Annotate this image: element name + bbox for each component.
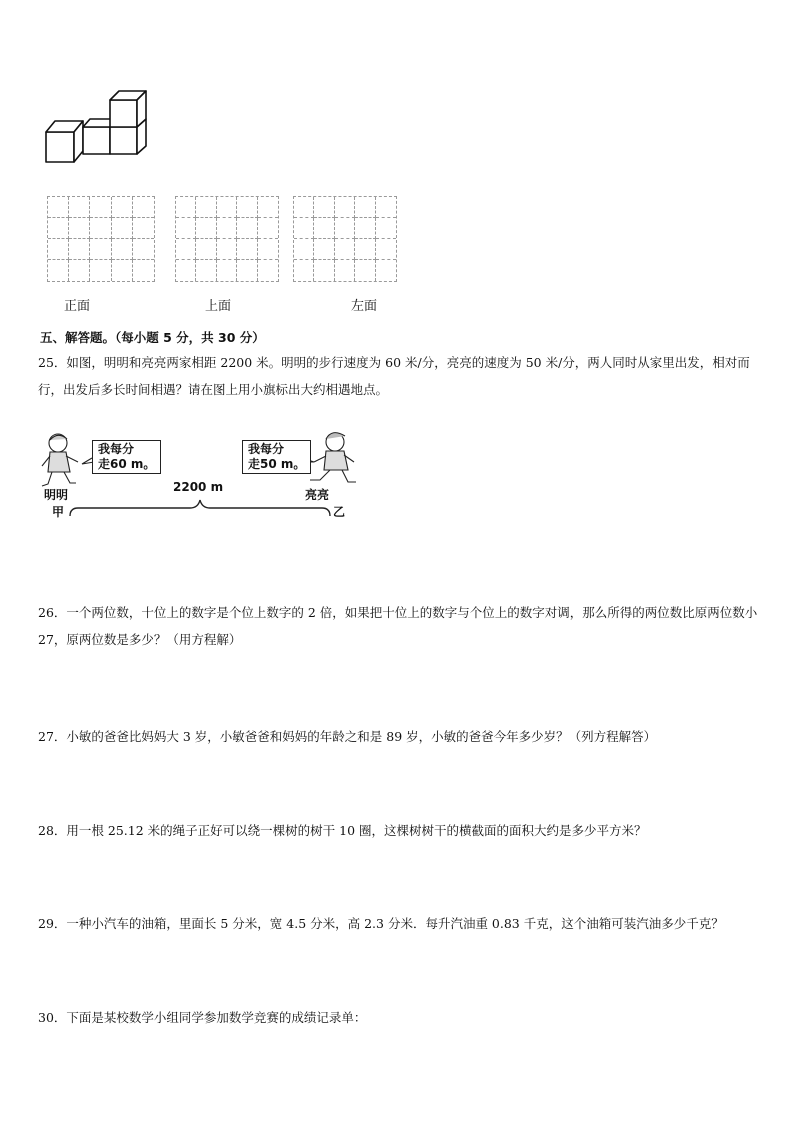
point-a-label: 甲 [52, 505, 65, 519]
speech-bubble-mingming [92, 440, 161, 474]
point-b-label: 乙 [333, 505, 346, 519]
distance-brace [70, 500, 330, 516]
walking-child-right-icon [310, 433, 356, 482]
question-30: 30．下面是某校数学小组同学参加数学竞赛的成绩记录单： [38, 1010, 367, 1025]
front-view-label: 正面 [64, 299, 91, 314]
name-liangliang: 亮亮 [305, 488, 330, 502]
bubble-liangliang-line2: 走50 m。 [248, 457, 306, 471]
grid-left-view [293, 196, 397, 282]
walking-child-left-icon [42, 434, 78, 486]
name-mingming: 明明 [44, 488, 69, 502]
distance-label: 2200 m [173, 480, 224, 494]
grid-top-view [175, 196, 279, 282]
bubble-liangliang-line1: 我每分 [248, 442, 285, 456]
speech-bubble-liangliang [242, 440, 311, 474]
grid-front-view [47, 196, 155, 282]
meeting-drawing [40, 428, 360, 523]
bubble-mingming-line1: 我每分 [98, 442, 135, 456]
question-27: 27．小敏的爸爸比妈妈大 3 岁，小敏爸爸和妈妈的年龄之和是 89 岁，小敏的爸爸今年多少岁？（列方程解答） [38, 729, 657, 744]
cube-stack-icon [40, 88, 160, 168]
question-26: 26．一个两位数，十位上的数字是个位上数字的 2 倍，如果把十位上的数字与个位上的数字对调，那么所得的两位数比原两位数小 27，原两位数是多少？（用方程解） [38, 605, 758, 647]
section-heading: 五、解答题。（每小题 5 分，共 30 分） [40, 330, 265, 345]
top-view-label: 上面 [205, 299, 232, 314]
question-25: 25．如图，明明和亮亮两家相距 2200 米。明明的步行速度为 60 米/分，亮亮的速度为 50 米/分，两人同时从家里出发，相对而行，出发后多长时间相遇？请在图上用小旗标出大约相遇地点。 [38, 355, 750, 397]
question-29: 29．一种小汽车的油箱，里面长 5 分米，宽 4.5 分米，高 2.3 分米．每升汽油重 0.83 千克，这个油箱可装汽油多少千克？ [38, 916, 724, 931]
meeting-illustration [40, 428, 360, 523]
bubble-mingming-line2: 走60 m。 [98, 457, 156, 471]
left-view-label: 左面 [351, 299, 378, 314]
question-28: 28．用一根 25.12 米的绳子正好可以绕一棵树的树干 10 圈，这棵树树干的横截面的面积大约是多少平方米？ [38, 823, 647, 838]
